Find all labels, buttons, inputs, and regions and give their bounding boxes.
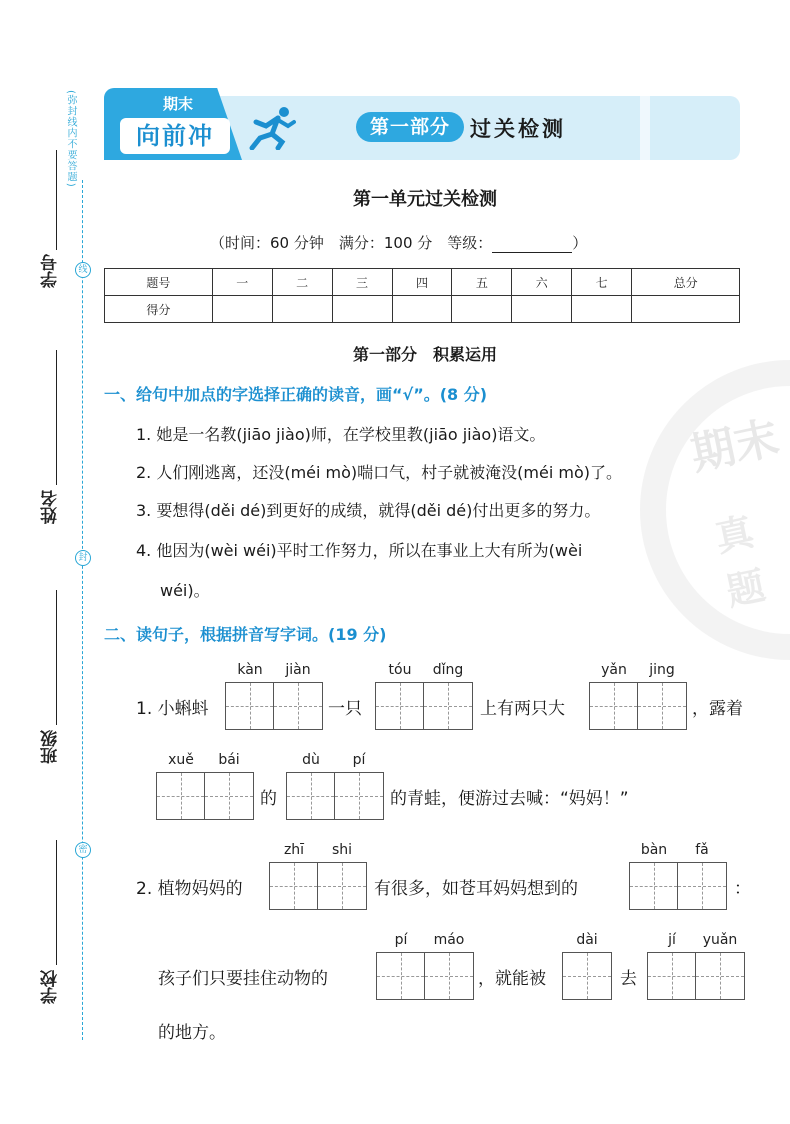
pinyin: dài [576,932,598,948]
question-1-item-1: 1. 她是一名教(jiāo jiào)师，在学校里教(jiāo jiào)语文。 [136,425,546,444]
s2-text-b: 有很多，如苍耳妈妈想到的 [374,879,578,899]
score-cell[interactable] [272,296,332,323]
answer-grid-dai[interactable] [562,952,612,1000]
watermark-text: 期末 [686,412,784,481]
margin-note: (弥封线内不要答题) [65,90,76,188]
grade-blank[interactable] [492,238,572,253]
class-line[interactable] [56,590,57,725]
answer-grid-xuebai[interactable] [156,772,254,820]
score-cell[interactable] [212,296,272,323]
s1-text-b: 一只 [328,699,362,719]
answer-grid-dupi[interactable] [286,772,384,820]
seal-seal: 封 [75,550,91,566]
s1-text-a: 1. 小蝌蚪 [136,699,209,719]
part-title: 过关检测 [470,117,566,141]
s2-text-d: 孩子们只要挂住动物的 [158,969,328,989]
answer-grid-kanjian[interactable] [225,682,323,730]
pinyin: zhī [283,842,305,858]
student-id-label: 学号 [41,254,61,288]
s1-text-f: 的青蛙，便游过去喊：“妈妈！” [390,789,629,809]
score-table [104,268,740,323]
s1-text-e: 的 [260,789,277,809]
exam-meta-end: ） [572,234,588,252]
runner-icon [248,106,296,154]
pinyin: tóu [388,662,412,678]
table-cell: 三 [332,269,392,296]
s2-text-a: 2. 植物妈妈的 [136,879,243,899]
table-cell: 二 [272,269,332,296]
score-table-header [105,269,740,296]
section-title: 第一部分 积累运用 [352,345,497,364]
score-table-row [105,296,740,323]
exam-meta-text: （时间：60 分钟 满分：100 分 等级： [210,234,493,252]
table-cell: 五 [452,269,512,296]
class-label: 班级 [41,730,61,764]
pinyin: jiàn [285,662,311,678]
score-cell[interactable] [392,296,452,323]
s2-text-f: 去 [620,969,637,989]
score-cell[interactable] [572,296,632,323]
answer-grid-yanjing[interactable] [589,682,687,730]
pinyin: yuǎn [702,932,738,948]
table-cell: 总分 [632,269,740,296]
pinyin: bái [218,752,240,768]
s2-text-g: 的地方。 [158,1023,226,1043]
seal-line: 线 [75,262,91,278]
score-cell[interactable] [632,296,740,323]
banner-notch [640,96,650,160]
s2-text-c: ： [734,879,751,899]
pinyin: shi [331,842,353,858]
school-label: 学校 [41,970,61,1004]
answer-grid-zhishi[interactable] [269,862,367,910]
pinyin: dù [302,752,320,768]
table-cell: 得分 [105,296,213,323]
table-cell: 四 [392,269,452,296]
pinyin: kàn [237,662,263,678]
s1-text-c: 上有两只大 [480,699,565,719]
table-cell: 题号 [105,269,213,296]
score-cell[interactable] [332,296,392,323]
s1-text-d: ，露着 [692,699,743,719]
name-label: 姓名 [41,490,61,524]
question-1-item-4: 4. 他因为(wèi wéi)平时工作努力，所以在事业上大有所为(wèi [136,541,583,560]
pinyin: pí [394,932,408,948]
cut-line [82,180,83,1040]
question-1-item-2: 2. 人们刚逃离，还没(méi mò)喘口气，村子就被淹没(méi mò)了。 [136,463,622,482]
table-cell: 七 [572,269,632,296]
table-cell: 六 [512,269,572,296]
part-badge: 第一部分 [356,112,464,142]
pinyin: dǐng [432,662,464,678]
banner-tab-small: 期末 [162,95,193,113]
pinyin: bàn [640,842,668,858]
school-line[interactable] [56,840,57,965]
question-1-heading: 一、给句中加点的字选择正确的读音，画“√”。(8 分) [104,385,488,404]
table-cell: 一 [212,269,272,296]
question-1-item-3: 3. 要想得(děi dé)到更好的成绩，就得(děi dé)付出更多的努力。 [136,501,601,520]
score-cell[interactable] [452,296,512,323]
answer-grid-banfa[interactable] [629,862,727,910]
pinyin: jing [649,662,675,678]
banner-tab-big: 向前冲 [120,118,230,154]
exam-meta [210,232,587,253]
answer-grid-jiyuan[interactable] [647,952,745,1000]
page-title: 第一单元过关检测 [353,189,497,210]
answer-grid-touding[interactable] [375,682,473,730]
question-2-heading: 二、读句子，根据拼音写字词。(19 分) [104,625,387,644]
s2-text-e: ，就能被 [478,969,546,989]
name-line[interactable] [56,350,57,485]
pinyin: jí [668,932,676,948]
score-cell[interactable] [512,296,572,323]
answer-grid-pimao[interactable] [376,952,474,1000]
seal-secret: 密 [75,842,91,858]
question-1-item-4-cont: wéi)。 [160,581,210,600]
pinyin: xuě [168,752,194,768]
watermark-text-2: 真题 [711,509,769,615]
pinyin: pí [352,752,366,768]
pinyin: yǎn [601,662,627,678]
pinyin: fǎ [695,842,709,858]
pinyin: máo [433,932,465,948]
